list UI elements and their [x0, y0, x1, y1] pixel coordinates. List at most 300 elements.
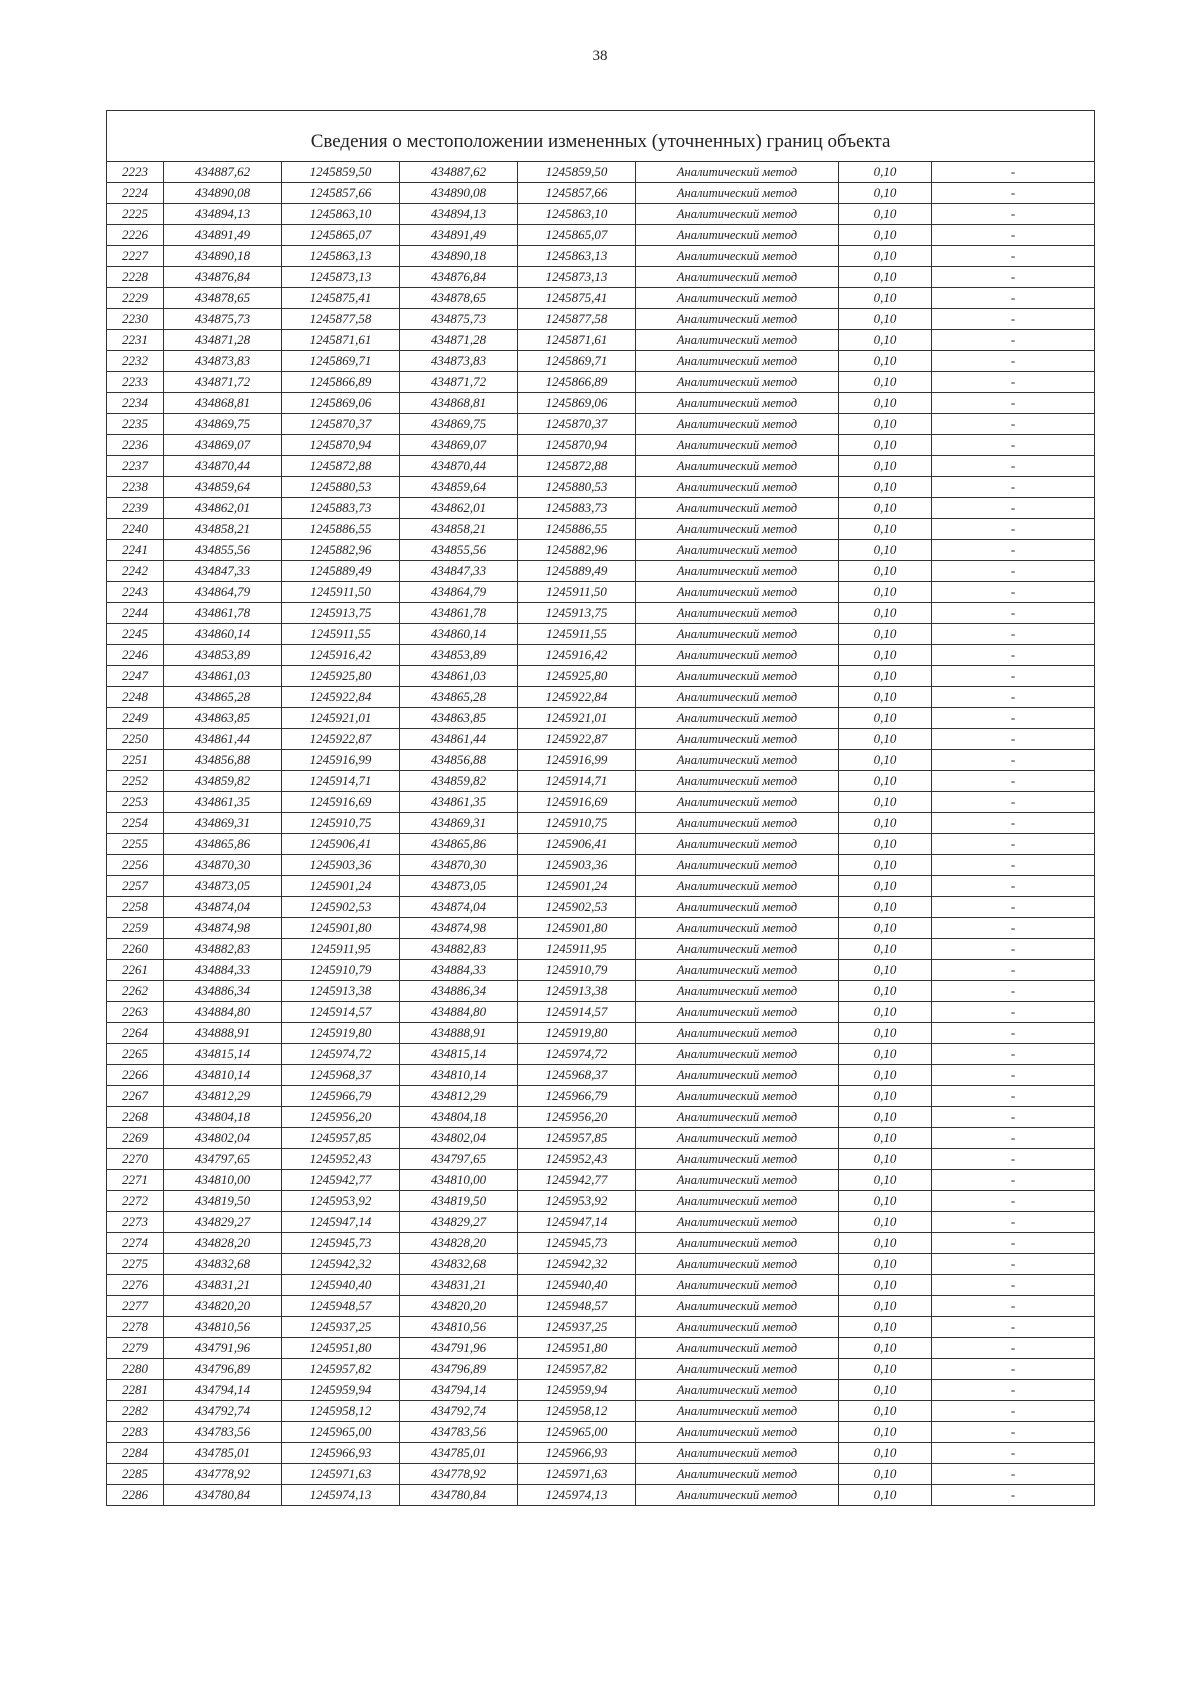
cell-method: Аналитический метод [636, 624, 839, 645]
table-row [107, 729, 1095, 750]
table-row [107, 519, 1095, 540]
cell-accuracy: 0,10 [839, 729, 932, 750]
cell-point-number: 2265 [107, 1044, 164, 1065]
cell-accuracy: 0,10 [839, 351, 932, 372]
cell-method: Аналитический метод [636, 1023, 839, 1044]
cell-notes: - [932, 1065, 1095, 1086]
cell-notes: - [932, 1002, 1095, 1023]
cell-y-new: 1245966,79 [518, 1086, 636, 1107]
cell-method: Аналитический метод [636, 1044, 839, 1065]
cell-y-new: 1245880,53 [518, 477, 636, 498]
cell-y-new: 1245913,38 [518, 981, 636, 1002]
cell-notes: - [932, 1191, 1095, 1212]
cell-y-existing: 1245866,89 [282, 372, 400, 393]
cell-accuracy: 0,10 [839, 1128, 932, 1149]
cell-accuracy: 0,10 [839, 1044, 932, 1065]
cell-accuracy: 0,10 [839, 1107, 932, 1128]
cell-y-new: 1245925,80 [518, 666, 636, 687]
cell-notes: - [932, 708, 1095, 729]
cell-y-existing: 1245901,80 [282, 918, 400, 939]
cell-accuracy: 0,10 [839, 1002, 932, 1023]
cell-x-existing: 434810,56 [164, 1317, 282, 1338]
cell-notes: - [932, 771, 1095, 792]
cell-accuracy: 0,10 [839, 1233, 932, 1254]
table-row [107, 1212, 1095, 1233]
cell-x-existing: 434861,44 [164, 729, 282, 750]
cell-x-new: 434874,04 [400, 897, 518, 918]
cell-x-existing: 434861,03 [164, 666, 282, 687]
cell-y-new: 1245873,13 [518, 267, 636, 288]
cell-point-number: 2248 [107, 687, 164, 708]
cell-x-new: 434792,74 [400, 1401, 518, 1422]
cell-point-number: 2271 [107, 1170, 164, 1191]
cell-x-existing: 434815,14 [164, 1044, 282, 1065]
cell-x-new: 434847,33 [400, 561, 518, 582]
cell-accuracy: 0,10 [839, 687, 932, 708]
cell-accuracy: 0,10 [839, 855, 932, 876]
cell-x-existing: 434870,44 [164, 456, 282, 477]
cell-notes: - [932, 204, 1095, 225]
cell-y-new: 1245921,01 [518, 708, 636, 729]
cell-method: Аналитический метод [636, 729, 839, 750]
cell-x-existing: 434860,14 [164, 624, 282, 645]
boundary-coordinates-table [106, 110, 1095, 1506]
cell-y-existing: 1245956,20 [282, 1107, 400, 1128]
cell-y-existing: 1245870,37 [282, 414, 400, 435]
cell-method: Аналитический метод [636, 1485, 839, 1506]
cell-accuracy: 0,10 [839, 813, 932, 834]
cell-y-new: 1245948,57 [518, 1296, 636, 1317]
table-row [107, 876, 1095, 897]
table-row [107, 477, 1095, 498]
cell-y-new: 1245958,12 [518, 1401, 636, 1422]
cell-notes: - [932, 183, 1095, 204]
cell-method: Аналитический метод [636, 330, 839, 351]
cell-y-existing: 1245869,06 [282, 393, 400, 414]
cell-x-existing: 434796,89 [164, 1359, 282, 1380]
cell-notes: - [932, 729, 1095, 750]
cell-x-existing: 434878,65 [164, 288, 282, 309]
cell-notes: - [932, 792, 1095, 813]
cell-method: Аналитический метод [636, 876, 839, 897]
cell-y-new: 1245871,61 [518, 330, 636, 351]
table-row [107, 1443, 1095, 1464]
cell-y-existing: 1245859,50 [282, 162, 400, 183]
cell-point-number: 2244 [107, 603, 164, 624]
cell-notes: - [932, 1128, 1095, 1149]
cell-notes: - [932, 918, 1095, 939]
cell-method: Аналитический метод [636, 1002, 839, 1023]
cell-x-new: 434859,64 [400, 477, 518, 498]
cell-notes: - [932, 624, 1095, 645]
cell-y-existing: 1245965,00 [282, 1422, 400, 1443]
cell-method: Аналитический метод [636, 1338, 839, 1359]
cell-y-existing: 1245886,55 [282, 519, 400, 540]
cell-point-number: 2268 [107, 1107, 164, 1128]
cell-y-new: 1245911,55 [518, 624, 636, 645]
cell-point-number: 2250 [107, 729, 164, 750]
cell-x-existing: 434858,21 [164, 519, 282, 540]
table-row [107, 1044, 1095, 1065]
cell-point-number: 2280 [107, 1359, 164, 1380]
cell-point-number: 2263 [107, 1002, 164, 1023]
cell-method: Аналитический метод [636, 1443, 839, 1464]
cell-y-existing: 1245883,73 [282, 498, 400, 519]
cell-x-existing: 434887,62 [164, 162, 282, 183]
cell-y-existing: 1245966,93 [282, 1443, 400, 1464]
cell-method: Аналитический метод [636, 456, 839, 477]
cell-method: Аналитический метод [636, 1170, 839, 1191]
cell-x-existing: 434884,80 [164, 1002, 282, 1023]
cell-y-existing: 1245974,13 [282, 1485, 400, 1506]
cell-x-existing: 434810,14 [164, 1065, 282, 1086]
cell-point-number: 2277 [107, 1296, 164, 1317]
cell-method: Аналитический метод [636, 1401, 839, 1422]
cell-accuracy: 0,10 [839, 897, 932, 918]
cell-point-number: 2236 [107, 435, 164, 456]
cell-accuracy: 0,10 [839, 1380, 932, 1401]
cell-y-existing: 1245903,36 [282, 855, 400, 876]
cell-accuracy: 0,10 [839, 519, 932, 540]
cell-x-existing: 434871,28 [164, 330, 282, 351]
cell-x-new: 434855,56 [400, 540, 518, 561]
cell-method: Аналитический метод [636, 267, 839, 288]
cell-x-new: 434859,82 [400, 771, 518, 792]
cell-x-new: 434890,08 [400, 183, 518, 204]
cell-y-new: 1245863,10 [518, 204, 636, 225]
cell-y-existing: 1245968,37 [282, 1065, 400, 1086]
cell-x-existing: 434804,18 [164, 1107, 282, 1128]
cell-method: Аналитический метод [636, 1065, 839, 1086]
cell-y-new: 1245872,88 [518, 456, 636, 477]
table-row [107, 1296, 1095, 1317]
cell-y-new: 1245865,07 [518, 225, 636, 246]
table-row [107, 351, 1095, 372]
cell-point-number: 2261 [107, 960, 164, 981]
cell-method: Аналитический метод [636, 1359, 839, 1380]
cell-method: Аналитический метод [636, 1191, 839, 1212]
cell-notes: - [932, 1464, 1095, 1485]
cell-y-existing: 1245889,49 [282, 561, 400, 582]
table-row [107, 162, 1095, 183]
table-row [107, 309, 1095, 330]
cell-point-number: 2274 [107, 1233, 164, 1254]
cell-method: Аналитический метод [636, 1275, 839, 1296]
cell-method: Аналитический метод [636, 1380, 839, 1401]
cell-x-new: 434802,04 [400, 1128, 518, 1149]
cell-notes: - [932, 162, 1095, 183]
cell-point-number: 2231 [107, 330, 164, 351]
cell-notes: - [932, 960, 1095, 981]
table-row [107, 204, 1095, 225]
cell-y-new: 1245901,24 [518, 876, 636, 897]
cell-point-number: 2258 [107, 897, 164, 918]
cell-method: Аналитический метод [636, 897, 839, 918]
cell-accuracy: 0,10 [839, 435, 932, 456]
cell-method: Аналитический метод [636, 183, 839, 204]
cell-point-number: 2270 [107, 1149, 164, 1170]
cell-x-new: 434829,27 [400, 1212, 518, 1233]
table-row [107, 1254, 1095, 1275]
cell-y-new: 1245916,69 [518, 792, 636, 813]
cell-point-number: 2281 [107, 1380, 164, 1401]
cell-point-number: 2237 [107, 456, 164, 477]
cell-x-new: 434870,44 [400, 456, 518, 477]
cell-y-existing: 1245869,71 [282, 351, 400, 372]
cell-notes: - [932, 435, 1095, 456]
cell-point-number: 2224 [107, 183, 164, 204]
table-row [107, 414, 1095, 435]
cell-x-new: 434884,33 [400, 960, 518, 981]
cell-notes: - [932, 330, 1095, 351]
cell-y-new: 1245916,42 [518, 645, 636, 666]
cell-x-existing: 434869,75 [164, 414, 282, 435]
cell-x-existing: 434810,00 [164, 1170, 282, 1191]
cell-y-existing: 1245865,07 [282, 225, 400, 246]
table-row [107, 687, 1095, 708]
cell-x-new: 434884,80 [400, 1002, 518, 1023]
cell-accuracy: 0,10 [839, 1443, 932, 1464]
cell-notes: - [932, 981, 1095, 1002]
cell-point-number: 2241 [107, 540, 164, 561]
cell-accuracy: 0,10 [839, 1254, 932, 1275]
cell-x-existing: 434855,56 [164, 540, 282, 561]
cell-accuracy: 0,10 [839, 183, 932, 204]
cell-y-existing: 1245911,95 [282, 939, 400, 960]
cell-y-new: 1245869,06 [518, 393, 636, 414]
cell-x-new: 434819,50 [400, 1191, 518, 1212]
cell-method: Аналитический метод [636, 582, 839, 603]
cell-x-new: 434864,79 [400, 582, 518, 603]
cell-y-new: 1245870,94 [518, 435, 636, 456]
cell-method: Аналитический метод [636, 855, 839, 876]
cell-x-existing: 434865,86 [164, 834, 282, 855]
cell-method: Аналитический метод [636, 1086, 839, 1107]
cell-notes: - [932, 750, 1095, 771]
cell-x-existing: 434812,29 [164, 1086, 282, 1107]
table-row [107, 855, 1095, 876]
cell-x-new: 434860,14 [400, 624, 518, 645]
cell-y-existing: 1245901,24 [282, 876, 400, 897]
table-row [107, 582, 1095, 603]
cell-method: Аналитический метод [636, 645, 839, 666]
cell-x-new: 434894,13 [400, 204, 518, 225]
cell-y-existing: 1245942,77 [282, 1170, 400, 1191]
cell-x-new: 434869,07 [400, 435, 518, 456]
table-row [107, 1485, 1095, 1506]
cell-x-new: 434785,01 [400, 1443, 518, 1464]
cell-accuracy: 0,10 [839, 750, 932, 771]
cell-method: Аналитический метод [636, 792, 839, 813]
cell-x-new: 434778,92 [400, 1464, 518, 1485]
cell-x-existing: 434778,92 [164, 1464, 282, 1485]
cell-notes: - [932, 288, 1095, 309]
cell-x-new: 434861,78 [400, 603, 518, 624]
cell-accuracy: 0,10 [839, 414, 932, 435]
table-row [107, 393, 1095, 414]
cell-accuracy: 0,10 [839, 1149, 932, 1170]
cell-x-new: 434882,83 [400, 939, 518, 960]
cell-x-new: 434804,18 [400, 1107, 518, 1128]
cell-x-new: 434861,35 [400, 792, 518, 813]
table-row [107, 771, 1095, 792]
cell-x-existing: 434847,33 [164, 561, 282, 582]
cell-point-number: 2249 [107, 708, 164, 729]
cell-x-existing: 434861,78 [164, 603, 282, 624]
table-row [107, 498, 1095, 519]
cell-method: Аналитический метод [636, 498, 839, 519]
cell-point-number: 2264 [107, 1023, 164, 1044]
cell-y-existing: 1245916,69 [282, 792, 400, 813]
cell-y-new: 1245901,80 [518, 918, 636, 939]
cell-accuracy: 0,10 [839, 561, 932, 582]
cell-method: Аналитический метод [636, 288, 839, 309]
cell-x-new: 434873,05 [400, 876, 518, 897]
cell-method: Аналитический метод [636, 1296, 839, 1317]
cell-notes: - [932, 1296, 1095, 1317]
cell-accuracy: 0,10 [839, 1086, 932, 1107]
cell-y-new: 1245947,14 [518, 1212, 636, 1233]
cell-y-new: 1245857,66 [518, 183, 636, 204]
cell-accuracy: 0,10 [839, 1338, 932, 1359]
cell-y-existing: 1245871,61 [282, 330, 400, 351]
cell-y-existing: 1245911,50 [282, 582, 400, 603]
cell-accuracy: 0,10 [839, 1359, 932, 1380]
cell-accuracy: 0,10 [839, 498, 932, 519]
cell-y-existing: 1245913,38 [282, 981, 400, 1002]
table-row [107, 246, 1095, 267]
cell-point-number: 2260 [107, 939, 164, 960]
cell-method: Аналитический метод [636, 1254, 839, 1275]
cell-x-new: 434888,91 [400, 1023, 518, 1044]
cell-y-new: 1245914,57 [518, 1002, 636, 1023]
page-number: 38 [592, 48, 608, 64]
table-row [107, 603, 1095, 624]
cell-method: Аналитический метод [636, 939, 839, 960]
cell-y-existing: 1245948,57 [282, 1296, 400, 1317]
cell-point-number: 2251 [107, 750, 164, 771]
cell-notes: - [932, 687, 1095, 708]
table-row [107, 1359, 1095, 1380]
cell-x-existing: 434894,13 [164, 204, 282, 225]
cell-y-new: 1245966,93 [518, 1443, 636, 1464]
table-row [107, 330, 1095, 351]
cell-x-existing: 434861,35 [164, 792, 282, 813]
cell-method: Аналитический метод [636, 750, 839, 771]
cell-x-existing: 434859,64 [164, 477, 282, 498]
table-row [107, 1338, 1095, 1359]
cell-y-new: 1245875,41 [518, 288, 636, 309]
cell-point-number: 2262 [107, 981, 164, 1002]
cell-x-new: 434783,56 [400, 1422, 518, 1443]
cell-x-existing: 434828,20 [164, 1233, 282, 1254]
cell-method: Аналитический метод [636, 771, 839, 792]
cell-y-existing: 1245945,73 [282, 1233, 400, 1254]
cell-y-new: 1245877,58 [518, 309, 636, 330]
cell-accuracy: 0,10 [839, 1422, 932, 1443]
cell-y-new: 1245951,80 [518, 1338, 636, 1359]
cell-point-number: 2276 [107, 1275, 164, 1296]
cell-notes: - [932, 1044, 1095, 1065]
cell-x-new: 434858,21 [400, 519, 518, 540]
cell-x-existing: 434783,56 [164, 1422, 282, 1443]
cell-y-existing: 1245942,32 [282, 1254, 400, 1275]
cell-point-number: 2223 [107, 162, 164, 183]
cell-y-new: 1245957,82 [518, 1359, 636, 1380]
cell-y-new: 1245889,49 [518, 561, 636, 582]
cell-x-new: 434815,14 [400, 1044, 518, 1065]
cell-notes: - [932, 1317, 1095, 1338]
cell-method: Аналитический метод [636, 372, 839, 393]
cell-y-new: 1245910,75 [518, 813, 636, 834]
cell-y-new: 1245965,00 [518, 1422, 636, 1443]
cell-notes: - [932, 1212, 1095, 1233]
cell-accuracy: 0,10 [839, 834, 932, 855]
cell-accuracy: 0,10 [839, 393, 932, 414]
table-row [107, 561, 1095, 582]
cell-y-new: 1245974,13 [518, 1485, 636, 1506]
cell-y-existing: 1245902,53 [282, 897, 400, 918]
cell-notes: - [932, 456, 1095, 477]
cell-y-new: 1245942,77 [518, 1170, 636, 1191]
cell-point-number: 2245 [107, 624, 164, 645]
cell-x-new: 434812,29 [400, 1086, 518, 1107]
cell-y-existing: 1245872,88 [282, 456, 400, 477]
cell-y-existing: 1245873,13 [282, 267, 400, 288]
cell-point-number: 2233 [107, 372, 164, 393]
table-row [107, 1065, 1095, 1086]
cell-y-new: 1245870,37 [518, 414, 636, 435]
table-row [107, 1128, 1095, 1149]
cell-point-number: 2286 [107, 1485, 164, 1506]
cell-method: Аналитический метод [636, 813, 839, 834]
cell-point-number: 2228 [107, 267, 164, 288]
table-row [107, 666, 1095, 687]
cell-notes: - [932, 876, 1095, 897]
cell-x-existing: 434864,79 [164, 582, 282, 603]
table-row [107, 1233, 1095, 1254]
cell-y-new: 1245886,55 [518, 519, 636, 540]
cell-point-number: 2240 [107, 519, 164, 540]
cell-point-number: 2282 [107, 1401, 164, 1422]
cell-y-existing: 1245974,72 [282, 1044, 400, 1065]
cell-y-new: 1245914,71 [518, 771, 636, 792]
cell-y-existing: 1245957,82 [282, 1359, 400, 1380]
cell-x-new: 434876,84 [400, 267, 518, 288]
cell-accuracy: 0,10 [839, 246, 932, 267]
table-row [107, 1380, 1095, 1401]
cell-accuracy: 0,10 [839, 1275, 932, 1296]
cell-x-new: 434863,85 [400, 708, 518, 729]
table-row [107, 183, 1095, 204]
cell-y-new: 1245922,87 [518, 729, 636, 750]
cell-y-new: 1245859,50 [518, 162, 636, 183]
cell-x-new: 434871,72 [400, 372, 518, 393]
cell-method: Аналитический метод [636, 1422, 839, 1443]
cell-method: Аналитический метод [636, 1149, 839, 1170]
cell-accuracy: 0,10 [839, 960, 932, 981]
cell-point-number: 2246 [107, 645, 164, 666]
cell-point-number: 2253 [107, 792, 164, 813]
cell-x-new: 434875,73 [400, 309, 518, 330]
cell-accuracy: 0,10 [839, 1170, 932, 1191]
cell-accuracy: 0,10 [839, 939, 932, 960]
cell-y-existing: 1245916,42 [282, 645, 400, 666]
cell-y-new: 1245940,40 [518, 1275, 636, 1296]
cell-y-new: 1245959,94 [518, 1380, 636, 1401]
cell-x-existing: 434865,28 [164, 687, 282, 708]
cell-notes: - [932, 1107, 1095, 1128]
